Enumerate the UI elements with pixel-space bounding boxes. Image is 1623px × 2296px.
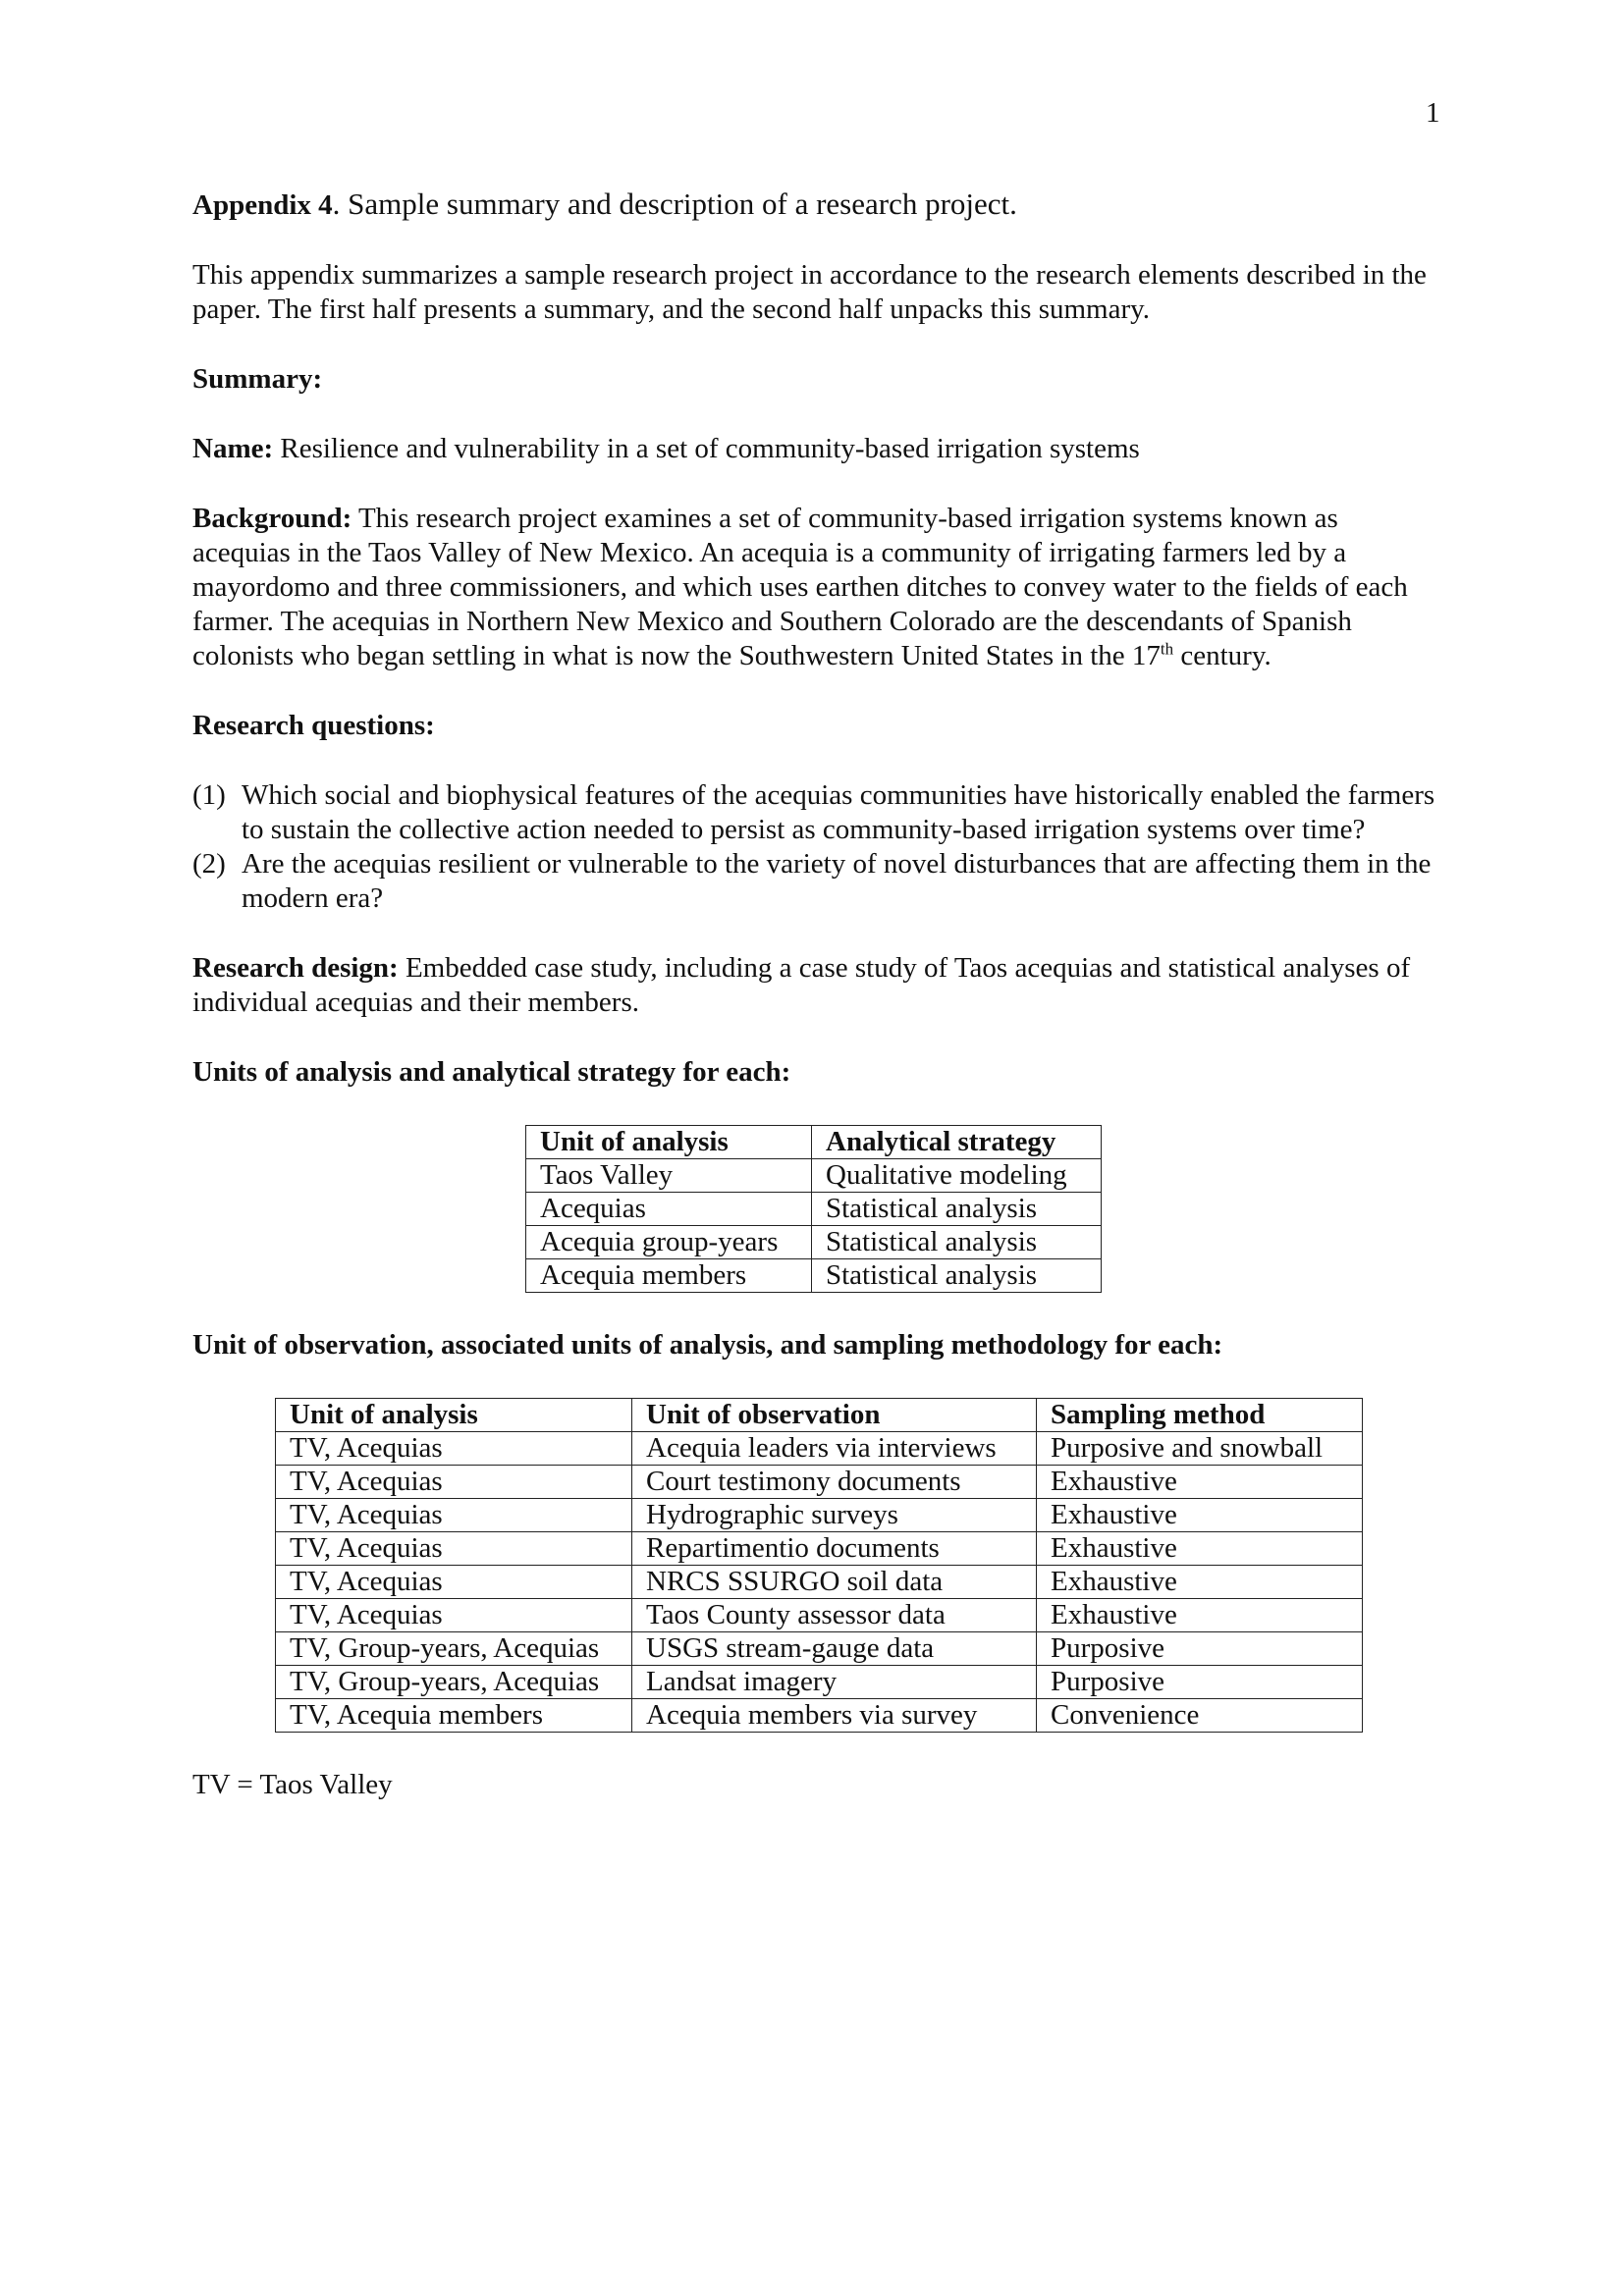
- table-row: TV, Acequia members Acequia members via survey Convenience: [276, 1699, 1363, 1733]
- appendix-label: Appendix 4: [192, 189, 333, 221]
- table-row: Taos Valley Qualitative modeling: [526, 1159, 1102, 1193]
- table-row: TV, Acequias Acequia leaders via interviews Purposive and snowball: [276, 1432, 1363, 1466]
- list-item: (2) Are the acequias resilient or vulnerable to the variety of novel disturbances that are affecting them in the modern era?: [192, 848, 1432, 914]
- table-row: Acequia members Statistical analysis: [526, 1259, 1102, 1293]
- background-label: Background:: [192, 503, 352, 534]
- table-row: Acequias Statistical analysis: [526, 1193, 1102, 1226]
- list-item: (1) Which social and biophysical features of the acequias communities have historically enabled the farmers to sustain the collective action needed to persist as community-based irrigation systems over time?: [192, 779, 1435, 845]
- research-questions-list: [192, 778, 1439, 916]
- column-header: Unit of observation: [632, 1399, 1037, 1432]
- table-row: TV, Group-years, Acequias USGS stream-gauge data Purposive: [276, 1632, 1363, 1666]
- column-header: Unit of analysis: [276, 1399, 632, 1432]
- table-row: TV, Acequias NRCS SSURGO soil data Exhaustive: [276, 1566, 1363, 1599]
- column-header: Unit of analysis: [526, 1126, 812, 1159]
- appendix-title: [192, 187, 1439, 223]
- research-design-text: Embedded case study, including a case study of Taos acequias and statistical analyses of individual acequias and their members.: [192, 952, 1411, 1018]
- appendix-title-text: . Sample summary and description of a research project.: [332, 187, 1017, 221]
- background-paragraph: [192, 502, 1439, 673]
- table-row: TV, Acequias Hydrographic surveys Exhaustive: [276, 1499, 1363, 1532]
- research-design-paragraph: [192, 951, 1439, 1020]
- footnote: TV = Taos Valley: [192, 1769, 393, 1800]
- table-row: TV, Acequias Court testimony documents Exhaustive: [276, 1466, 1363, 1499]
- table2-heading: Unit of observation, associated units of analysis, and sampling methodology for each:: [192, 1329, 1223, 1361]
- page-number: 1: [1426, 97, 1440, 129]
- units-observation-table: [275, 1398, 1363, 1733]
- table-row: Acequia group-years Statistical analysis: [526, 1226, 1102, 1259]
- table-header-row: [526, 1126, 1102, 1159]
- summary-heading: Summary:: [192, 363, 323, 395]
- background-tail: century.: [1173, 640, 1271, 671]
- name-paragraph: [192, 432, 1439, 466]
- research-questions-heading: Research questions:: [192, 710, 435, 741]
- units-analysis-table: [525, 1125, 1102, 1293]
- table1-heading: Units of analysis and analytical strategy for each:: [192, 1056, 791, 1088]
- name-text: Resilience and vulnerability in a set of community-based irrigation systems: [273, 433, 1140, 464]
- column-header: Sampling method: [1037, 1399, 1363, 1432]
- table-row: TV, Acequias Repartimentio documents Exhaustive: [276, 1532, 1363, 1566]
- background-text: This research project examines a set of community-based irrigation systems known as acequias in the Taos Valley of New Mexico. An acequia is a community of irrigating farmers led by a mayordomo and three commissioners, and which uses earthen ditches to convey water to the fields of each farmer. The acequias in Northern New Mexico and Southern Colorado are the descendants of Spanish colonists who began settling in what is now the Southwestern United States in the 17: [192, 503, 1408, 671]
- research-design-label: Research design:: [192, 952, 399, 984]
- table-header-row: [276, 1399, 1363, 1432]
- name-label: Name:: [192, 433, 274, 464]
- intro-paragraph: This appendix summarizes a sample research project in accordance to the research elements described in the paper. The first half presents a summary, and the second half unpacks this summary.: [192, 259, 1427, 325]
- column-header: Analytical strategy: [812, 1126, 1102, 1159]
- table-row: TV, Group-years, Acequias Landsat imagery Purposive: [276, 1666, 1363, 1699]
- background-superscript: th: [1160, 639, 1174, 659]
- document-body: [192, 187, 1439, 1802]
- table-row: TV, Acequias Taos County assessor data Exhaustive: [276, 1599, 1363, 1632]
